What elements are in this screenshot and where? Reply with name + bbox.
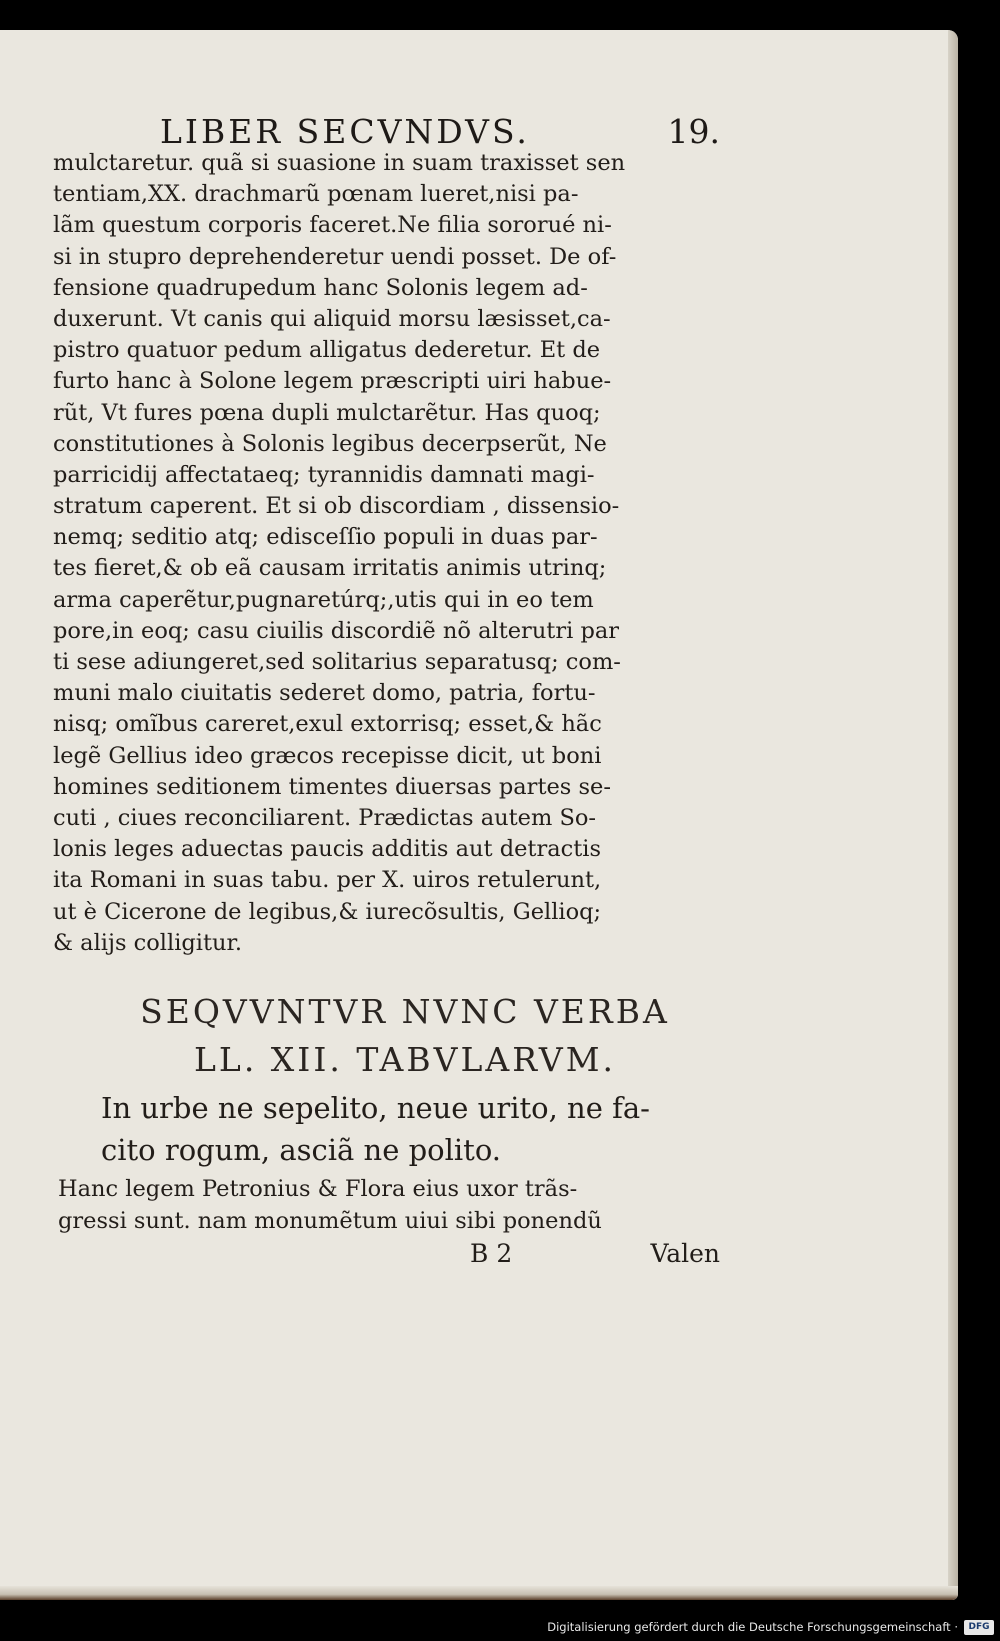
- section-heading-line-2: LL. XII. TABVLARVM.: [194, 1040, 616, 1079]
- text-line: fensione quadrupedum hanc Solonis legem ad-: [53, 274, 588, 301]
- running-head-title: LIBER SECVNDVS.: [160, 112, 530, 151]
- commentary-line: Hanc legem Petronius & Flora eius uxor trãs-: [58, 1176, 578, 1202]
- catchword: Valen: [650, 1239, 720, 1268]
- text-line: pistro quatuor pedum alligatus dederetur. Et de: [53, 337, 601, 364]
- body-text: [53, 148, 721, 959]
- text-line: tes fieret,& ob eã causam irritatis animis utrinq;: [53, 555, 607, 582]
- commentary-text: [58, 1173, 718, 1237]
- text-line: nemq; seditio atq; edisceſſio populi in duas par-: [53, 524, 598, 551]
- text-line: tentiam,XX. drachmarũ pœnam lueret,nisi pa-: [53, 181, 579, 208]
- funding-credit: Digitalisierung gefördert durch die Deutsche Forschungsgemeinschaft ·: [547, 1620, 958, 1634]
- text-line: homines seditionem timentes diuersas partes se-: [53, 773, 611, 800]
- commentary-line: gressi sunt. nam monumẽtum uiui sibi ponendũ: [58, 1208, 602, 1234]
- dfg-logo-icon: DFG: [964, 1620, 994, 1635]
- text-line: & alijs colligitur.: [53, 929, 242, 956]
- text-line: duxerunt. Vt canis qui aliquid morsu læsisset,ca-: [53, 305, 611, 332]
- book-page: [0, 30, 958, 1600]
- text-line: lonis leges aduectas paucis additis aut detractis: [53, 836, 602, 863]
- text-line: ut è Cicerone de legibus,& iurecõsultis, Gellioq;: [53, 898, 602, 925]
- law-text: [101, 1087, 701, 1171]
- text-line: constitutiones à Solonis legibus decerpserũt, Ne: [53, 430, 607, 457]
- text-line: cuti , ciues reconciliarent. Prædictas autem So-: [53, 804, 597, 831]
- text-line: ti sese adiungeret,sed solitarius separatusq; com-: [53, 649, 621, 675]
- text-line: parricidij affectataeq; tyrannidis damnati magi-: [53, 461, 595, 488]
- text-line: mulctaretur. quã si suasione in suam traxisset sen: [53, 150, 626, 176]
- text-line: stratum caperent. Et si ob discordiam , dissensio-: [53, 493, 620, 520]
- text-line: lãm questum corporis faceret.Ne filia sororué ni-: [53, 212, 612, 239]
- section-heading: [100, 988, 710, 1084]
- text-line: legẽ Gellius ideo græcos recepisse dicit, ut boni: [53, 742, 602, 769]
- section-heading-line-1: SEQVVNTVR NVNC VERBA: [140, 992, 670, 1031]
- text-line: muni malo ciuitatis sederet domo, patria, fortu-: [53, 680, 596, 707]
- page-bottom-edge: [0, 1586, 958, 1600]
- text-line: nisq; omĩbus careret,exul extorrisq; esset,& hãc: [53, 711, 602, 738]
- text-line: ita Romani in suas tabu. per X. uiros retulerunt,: [53, 867, 602, 894]
- folio-number: 19.: [667, 112, 720, 151]
- law-text-line-1: In urbe ne sepelito, neue urito, ne fa-: [101, 1091, 650, 1125]
- text-line: arma caperẽtur,pugnaretúrq;,utis qui in eo tem: [53, 586, 594, 613]
- footer-bar: [0, 1616, 1000, 1641]
- law-text-line-2: cito rogum, asciã ne polito.: [101, 1133, 501, 1167]
- text-line: rũt, Vt fures pœna dupli mulctarẽtur. Has quoq;: [53, 399, 601, 426]
- text-line: pore,in eoq; casu ciuilis discordiẽ nõ alterutri par: [53, 617, 620, 644]
- text-line: furto hanc à Solone legem præscripti uiri habue-: [53, 368, 612, 395]
- signature-mark: B 2: [470, 1239, 513, 1268]
- page-edge: [948, 30, 958, 1600]
- text-line: si in stupro deprehenderetur uendi posset. De of-: [53, 243, 617, 270]
